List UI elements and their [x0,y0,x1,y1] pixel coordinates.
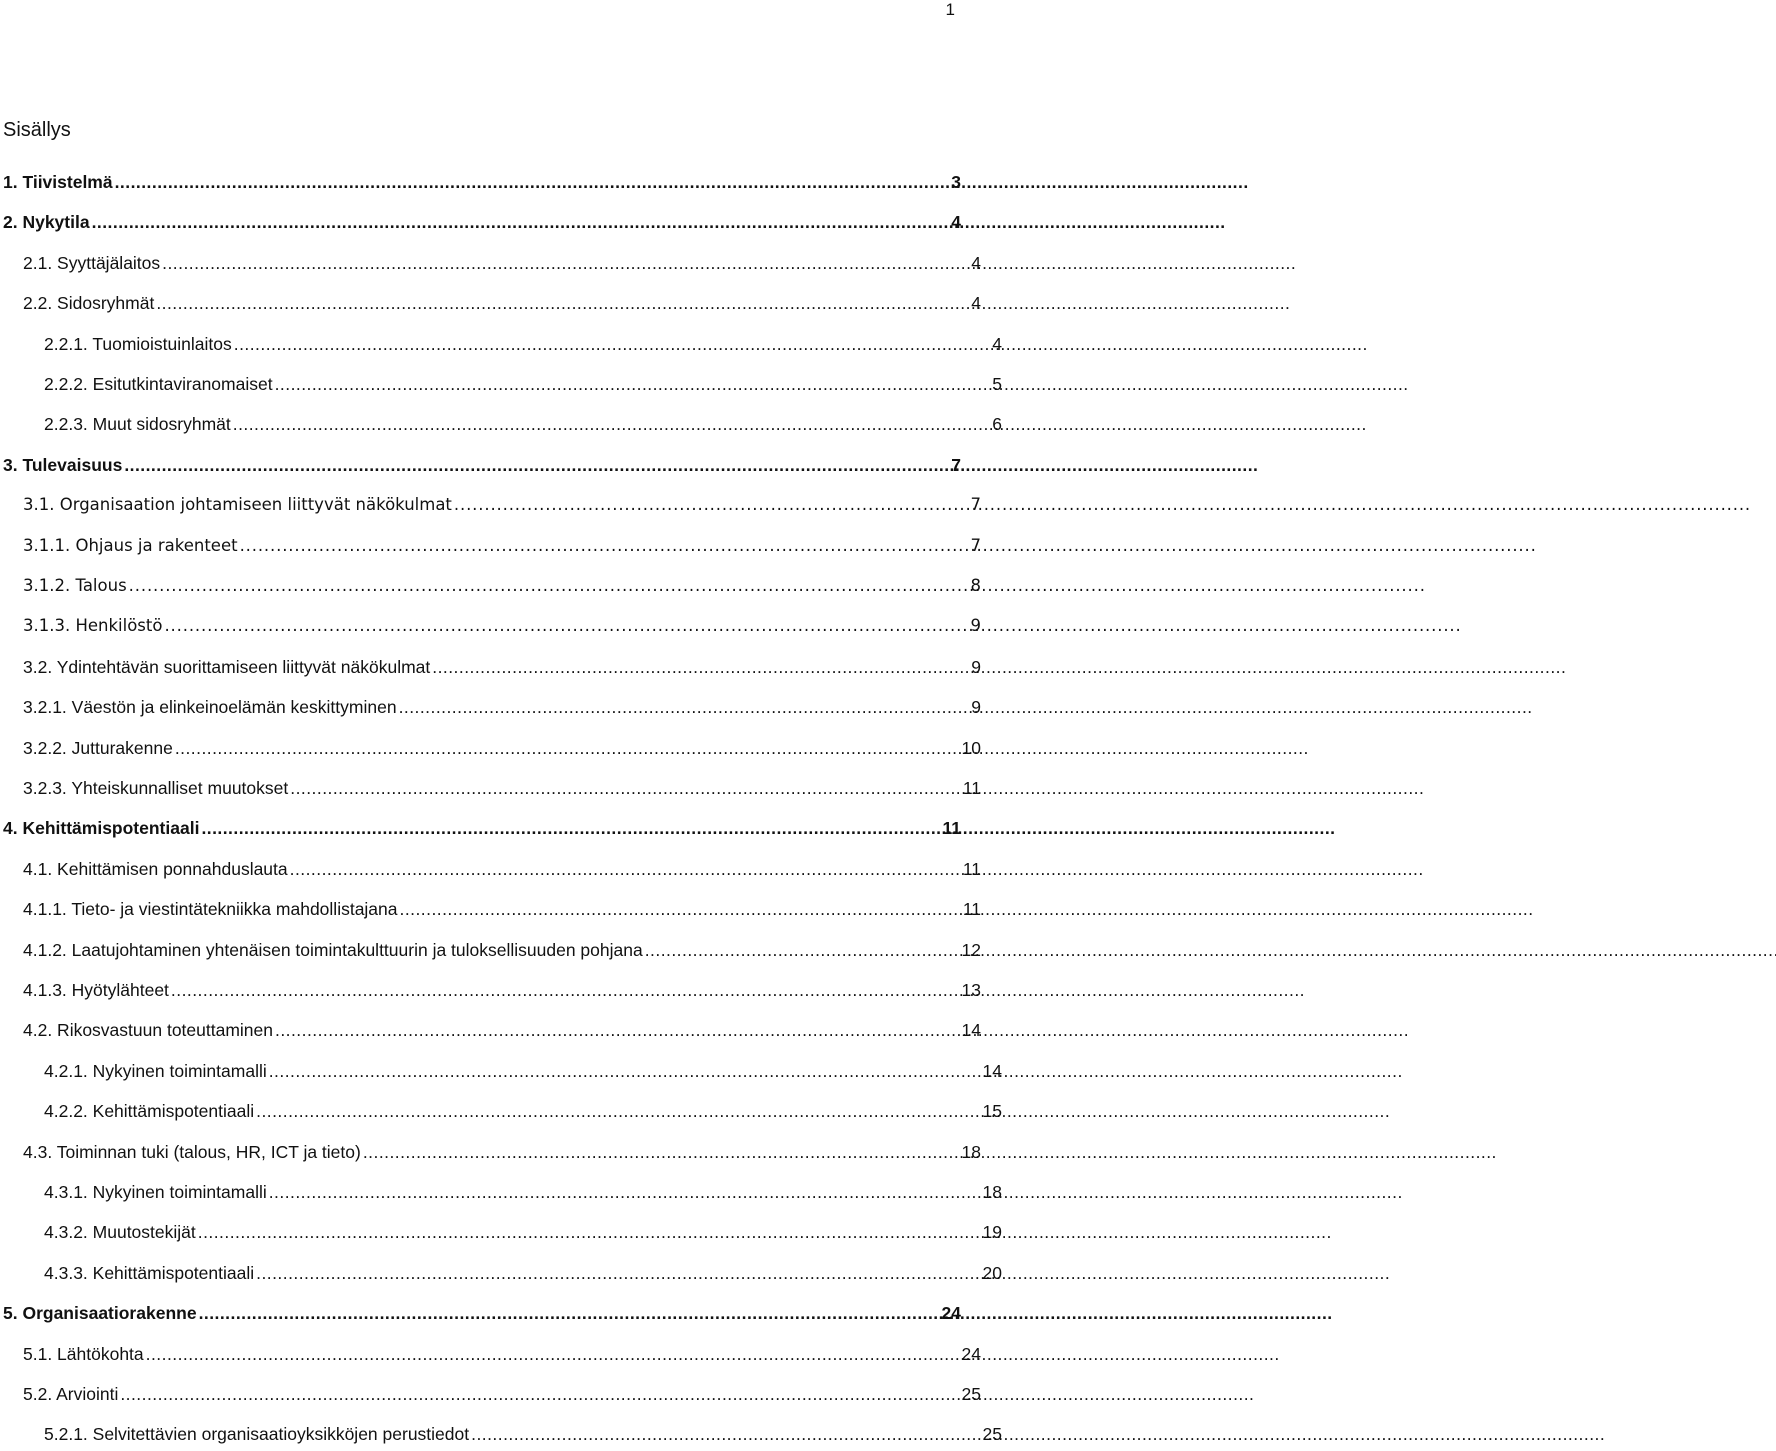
toc-entry-page: 18 [982,1182,1002,1202]
toc-entry-label: 3.1.3. Henkilöstö [23,616,163,636]
dot-leader [120,1381,958,1407]
dot-leader [363,1139,959,1165]
toc-entry[interactable] [0,1421,1002,1447]
toc-entry-label: 4. Kehittämispotentiaali [3,818,200,839]
toc-entry[interactable] [0,492,981,518]
toc-entry-page: 11 [962,858,981,879]
dot-leader [269,1058,980,1084]
toc-entry[interactable] [0,1300,961,1326]
toc-entry-label: 2.2.2. Esitutkintaviranomaiset [44,374,273,394]
dot-leader [432,654,968,680]
toc-entry-page: 5 [992,374,1002,394]
toc-entry-page: 25 [982,1424,1002,1445]
toc-entry[interactable] [0,1381,981,1407]
toc-entry-label: 2.2. Sidosryhmät [23,293,155,314]
toc-entry-label: 5.2. Arviointi [23,1384,119,1404]
dot-leader [146,1341,959,1367]
toc-entry-page: 20 [982,1262,1002,1283]
dot-leader [400,896,960,922]
dot-leader [233,411,990,437]
dot-leader [115,169,949,195]
toc-entry-page: 6 [992,414,1002,435]
toc-entry[interactable] [0,411,1002,437]
toc-entry-label: 3.2.1. Väestön ja elinkeinoelämän keskittyminen [23,697,397,718]
toc-entry[interactable] [0,371,1002,397]
toc-entry[interactable] [0,1098,1002,1124]
dot-leader [156,290,968,316]
toc-entry-page: 14 [961,1020,981,1041]
toc-entry-page: 9 [970,616,981,636]
toc-entry-page: 11 [962,899,981,920]
toc-entry-page: 15 [982,1101,1002,1122]
toc-entry-label: 4.1. Kehittämisen ponnahduslauta [23,858,288,879]
toc-title: Sisällys [3,119,71,141]
toc-entry-label: 4.3.3. Kehittämispotentiaali [44,1262,255,1283]
toc-entry-label: 5.1. Lähtökohta [23,1343,144,1364]
toc-entry[interactable] [0,452,961,478]
toc-entry-page: 24 [961,1343,981,1364]
toc-entry[interactable] [0,1139,981,1165]
toc-entry-page: 3 [951,172,961,192]
toc-entry-page: 10 [961,737,981,758]
dot-leader [164,613,967,639]
toc-entry[interactable] [0,209,961,235]
toc-entry-label: 3. Tulevaisuus [3,454,123,475]
toc-entry[interactable] [0,694,981,720]
toc-entry-page: 13 [961,980,981,1000]
toc-entry-label: 5.2.1. Selvitettävien organisaatioyksikköjen perustiedot [44,1424,470,1445]
toc-entry[interactable] [0,573,981,599]
toc-entry[interactable] [0,937,981,963]
toc-entry[interactable] [0,1179,1002,1205]
toc-entry-page: 9 [971,697,981,718]
toc-entry-label: 3.1.2. Talous [23,576,127,595]
toc-entry-page: 12 [961,939,981,960]
dot-leader [171,977,959,1003]
dot-leader [290,775,960,801]
toc-entry-label: 3.1. Organisaation johtamiseen liittyvät näkökulmat [23,495,452,515]
toc-entry[interactable] [0,169,961,195]
dot-leader [399,694,969,720]
toc-entry-page: 4 [992,333,1002,354]
toc-entry-label: 2.2.1. Tuomioistuinlaitos [44,333,232,354]
toc-entry-label: 2.2.3. Muut sidosryhmät [44,414,231,435]
toc-entry[interactable] [0,735,981,761]
dot-leader [269,1179,980,1205]
dot-leader [256,1098,979,1124]
dot-leader [275,1017,959,1043]
toc-entry[interactable] [0,1341,981,1367]
toc-entry-page: 4 [971,252,981,273]
toc-entry-page: 7 [970,535,981,555]
dot-leader [240,533,968,559]
dot-leader [275,371,990,397]
toc-entry-page: 25 [961,1384,981,1404]
toc-entry[interactable] [0,1260,1002,1286]
toc-entry-label: 2.1. Syyttäjälaitos [23,252,161,273]
dot-leader [454,492,968,518]
toc-entry-label: 4.2.2. Kehittämispotentiaali [44,1101,255,1122]
toc-entry-page: 14 [982,1060,1002,1081]
toc-entry[interactable] [0,1219,1002,1245]
toc-entry[interactable] [0,977,981,1003]
toc-entry[interactable] [0,331,1002,357]
dot-leader [471,1421,979,1447]
dot-leader [256,1260,979,1286]
dot-leader [234,331,990,357]
dot-leader [162,250,968,276]
toc-entry[interactable] [0,856,981,882]
dot-leader [198,1219,980,1245]
dot-leader [92,209,949,235]
toc-entry-label: 4.3.2. Muutostekijät [44,1222,196,1243]
toc-entry-label: 4.1.2. Laatujohtaminen yhtenäisen toimintakulttuurin ja tuloksellisuuden pohjana [23,939,643,960]
dot-leader [124,452,948,478]
toc-entry-label: 3.2.2. Jutturakenne [23,737,173,758]
toc-entry-label: 4.1.3. Hyötylähteet [23,980,169,1000]
toc-entry-label: 1. Tiivistelmä [3,172,113,192]
toc-entry[interactable] [0,896,981,922]
dot-leader [129,573,968,599]
toc-entry-label: 3.2. Ydintehtävän suorittamiseen liittyvät näkökulmat [23,656,431,677]
toc-entry[interactable] [0,250,981,276]
toc-entry-page: 7 [951,454,961,475]
toc-entry-page: 4 [971,293,981,314]
page-number: 1 [945,0,955,19]
toc-entry-label: 4.1.1. Tieto- ja viestintätekniikka mahdollistajana [23,899,398,920]
toc-entry-page: 11 [962,778,981,798]
dot-leader [175,735,959,761]
dot-leader [199,1300,939,1326]
toc-entry-label: 4.2. Rikosvastuun toteuttaminen [23,1020,274,1041]
toc-entry[interactable] [0,533,981,559]
toc-entry[interactable] [0,654,981,680]
toc-entry[interactable] [0,1058,1002,1084]
toc-entry-page: 7 [970,495,981,515]
toc-entry[interactable] [0,1017,981,1043]
toc-entry-label: 3.2.3. Yhteiskunnalliset muutokset [23,778,289,798]
toc-entry-page: 11 [942,818,961,839]
toc-entry-label: 2. Nykytila [3,212,90,233]
toc-entry-label: 4.3.1. Nykyinen toimintamalli [44,1182,267,1202]
toc-entry[interactable] [0,613,981,639]
toc-entry-label: 4.3. Toiminnan tuki (talous, HR, ICT ja tieto) [23,1141,361,1162]
dot-leader [290,856,960,882]
toc-entry-page: 8 [970,576,981,595]
toc-entry-page: 19 [982,1222,1002,1243]
toc-entry[interactable] [0,815,961,841]
toc-entry-page: 24 [941,1303,961,1324]
toc-entry-page: 9 [971,656,981,677]
toc-entry-page: 18 [961,1141,981,1162]
toc-entry-page: 4 [951,212,961,233]
dot-leader [645,937,959,963]
toc-entry-label: 4.2.1. Nykyinen toimintamalli [44,1060,267,1081]
toc-entry[interactable] [0,290,981,316]
toc-entry-label: 3.1.1. Ohjaus ja rakenteet [23,535,238,555]
toc-entry[interactable] [0,775,981,801]
dot-leader [201,815,939,841]
toc-entry-label: 5. Organisaatiorakenne [3,1303,197,1324]
